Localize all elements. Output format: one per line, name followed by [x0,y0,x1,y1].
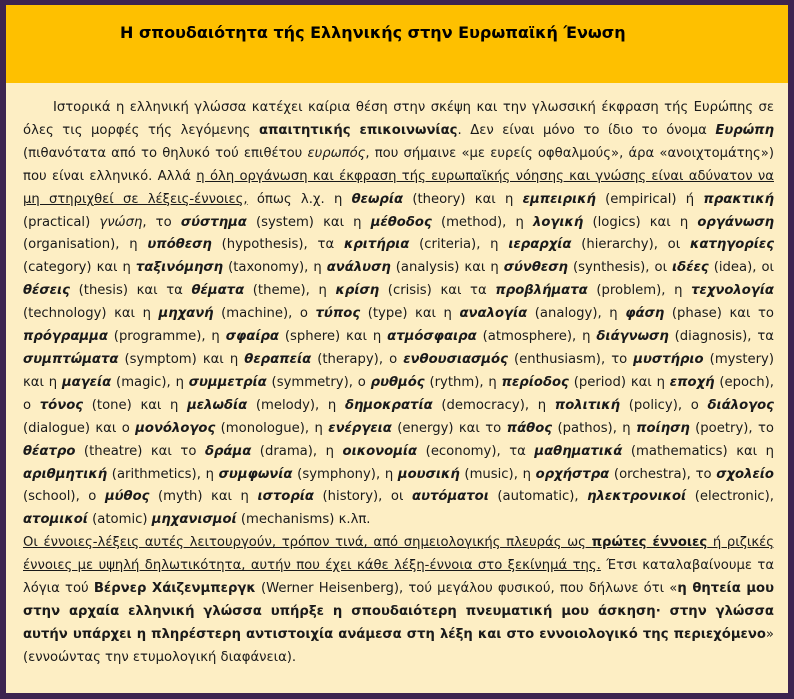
text-run: » (εννοώντας την ετυμολογική διαφάνεια). [23,626,774,665]
emphasized-term: Βέρνερ Χάιζενμπεργκ [93,581,256,597]
text-run: (orchestra), το [609,466,717,482]
emphasized-term: μύθος [104,489,150,505]
text-run: (logics) και η [583,214,698,230]
text-run: (technology) και η [23,306,159,322]
emphasized-term: πάθος [506,420,553,436]
text-run: (hypothesis), τα [211,237,344,253]
emphasized-term: ή ριζικές έννοιες με υψηλή δηλωτικότητα, αυτήν που έχει κάθε λέξη-έννοια στο ξεκίνημά της. [23,535,774,574]
paragraph-1 [23,97,774,532]
emphasized-term: τόνος [39,397,84,413]
text-run: (economy), τα [417,443,535,459]
emphasized-term: κρίση [335,283,380,299]
emphasized-term: διάλογος [707,397,774,413]
text-run: (synthesis), οι [567,260,673,276]
emphasized-term: αριθμητική [23,466,108,482]
emphasized-term: μηχανή [158,306,214,322]
text-run: Ιστορικά η ελληνική γλώσσα κατέχει καίρια θέση στην σκέψη και την γλωσσική έκφραση τής Ευρώπης σε όλες τις μορφές τής λεγόμενης [23,100,774,138]
emphasized-term: η θητεία μου στην αρχαία ελληνική γλώσσα υπήρξε η σπουδαιότερη πνευματική μου άσκηση· στην γλώσσα αυτήν υπάρχει η πληρέστερη αντιστοιχία ανάμεσα στη λέξη και στο εννοιολογικό της περιεχόμενο [23,581,775,642]
emphasized-term: συμφωνία [218,466,293,482]
emphasized-term: ατομικοί [23,512,88,528]
text-run: (myth) και η [149,489,258,505]
text-run: (enthusiasm), το [507,351,634,367]
emphasized-term: εποχή [669,374,715,390]
text-run: (theme), η [244,283,336,299]
text-run: (diagnosis), τα [668,329,774,345]
text-run: (symphony), η [292,466,398,482]
emphasized-term: προβλήματα [495,283,588,299]
text-run: (type) και η [360,306,460,322]
text-run: όπως λ.χ. η [247,191,352,207]
text-run: (melody), η [247,397,345,413]
emphasized-term: ποίηση [636,420,690,436]
text-run: , που σήμαινε «με ευρείς οφθαλμούς», άρα «ανοιχτομάτης») που είναι ελληνικό. Αλλά [23,145,774,184]
emphasized-term: οικονομία [342,443,418,459]
emphasized-term: ευρωπός [307,145,366,161]
emphasized-term: πολιτική [554,397,621,413]
text-run: , το [142,214,181,230]
emphasized-term: ενθουσιασμός [403,351,508,367]
emphasized-term: γνώση [99,214,143,230]
emphasized-term: σφαίρα [225,329,279,345]
text-run: (sphere) και η [279,329,388,345]
text-run: (poetry), το [689,420,774,436]
emphasized-term: διάγνωση [596,329,669,345]
text-run: (epoch), ο [23,374,774,413]
text-run: (hierarchy), οι [571,237,690,253]
emphasized-term: πρόγραμμα [23,329,108,345]
text-run: (Werner Heisenberg), τού μεγάλου φυσικού, που δήλωνε ότι « [255,581,678,597]
text-run: (machine), ο [213,306,316,322]
emphasized-term: Οι έννοιες-λέξεις αυτές λειτουργούν, τρόπον τινά, από σημειολογικής πλευράς ως [23,535,592,551]
text-run: (empirical) ή [595,191,704,207]
text-run: (mystery) και η [23,351,774,390]
emphasized-term: κατηγορίες [690,237,775,253]
text-run: (atmosphere), η [476,329,597,345]
text-run: (pathos), η [552,420,637,436]
text-run: (period) και η [568,374,670,390]
emphasized-term: θέατρο [23,443,76,459]
emphasized-term: υπόθεση [147,237,212,253]
emphasized-term: συμπτώματα [23,351,119,367]
text-run: (πιθανότατα από το θηλυκό τού επιθέτου [23,145,308,161]
text-run: (programme), η [107,329,226,345]
text-run: (system) και η [246,214,371,230]
text-run: (history), οι [313,489,413,505]
text-run: (energy) και το [391,420,507,436]
emphasized-term: ρυθμός [370,374,425,390]
emphasized-term: εμπειρική [522,191,596,207]
text-run: (mathematics) και η [622,443,775,459]
emphasized-term: θεραπεία [244,351,312,367]
text-run: (theory) και η [403,191,523,207]
text-run: (drama), η [251,443,343,459]
emphasized-term: τύπος [315,306,361,322]
article-body [23,97,774,670]
emphasized-term: μέθοδος [370,214,432,230]
emphasized-term: ταξινόμηση [135,260,224,276]
emphasized-term: φάση [625,306,665,322]
text-run: (automatic), [488,489,588,505]
text-run: (taxonomy), η [223,260,327,276]
emphasized-term: μονόλογος [135,420,216,436]
emphasized-term: περίοδος [501,374,569,390]
emphasized-term: σχολείο [716,466,774,482]
text-run: (problem), η [587,283,692,299]
text-run: (idea), οι [708,260,774,276]
emphasized-term: συμμετρία [188,374,267,390]
text-run: (theatre) και το [75,443,205,459]
text-run: (analogy), η [527,306,626,322]
emphasized-term: οργάνωση [697,214,774,230]
emphasized-term: μουσική [397,466,460,482]
emphasized-term: η όλη οργάνωση και έκφραση τής ευρωπαϊκής νόησης και γνώσης είναι αδύνατον να μη στηριχθεί σε λέξεις-έννοιες, [23,168,774,207]
emphasized-term: ηλεκτρονικοί [587,489,687,505]
emphasized-term: μαθηματικά [534,443,623,459]
text-run: (school), ο [23,489,105,505]
text-run: (category) και η [23,260,136,276]
emphasized-term: Ευρώπη [715,122,774,138]
emphasized-term: ενέργεια [328,420,392,436]
text-run: (music), η [459,466,536,482]
emphasized-term: σύστημα [180,214,247,230]
text-run: (organisation), η [23,237,148,253]
emphasized-term: ατμόσφαιρα [387,329,477,345]
text-run: (practical) [23,214,100,230]
text-run: (arithmetics), η [107,466,219,482]
emphasized-term: αναλογία [459,306,528,322]
emphasized-term: μαγεία [61,374,112,390]
emphasized-term: ανάλυση [326,260,391,276]
page-title: Η σπουδαιότητα τής Ελληνικής στην Ευρωπαϊκή Ένωση [120,23,626,42]
emphasized-term: σύνθεση [503,260,568,276]
title-banner [6,5,788,83]
text-run: (atomic) [87,512,152,528]
text-run: (analysis) και η [390,260,504,276]
emphasized-term: μηχανισμοί [151,512,237,528]
text-run: (crisis) και τα [379,283,496,299]
text-run: (criteria), η [409,237,509,253]
text-run: (tone) και η [83,397,188,413]
text-run: (symptom) και η [118,351,245,367]
emphasized-term: θέματα [191,283,245,299]
emphasized-term: ορχήστρα [535,466,610,482]
emphasized-term: πρακτική [703,191,775,207]
text-run: (democracy), η [432,397,555,413]
emphasized-term: απαιτητικής επικοινωνίας [258,122,458,138]
text-run: (phase) και το [664,306,774,322]
paragraph-2 [23,532,774,669]
emphasized-term: λογική [533,214,584,230]
page-frame [6,5,788,693]
emphasized-term: αυτόματοι [412,489,489,505]
text-run: (magic), η [111,374,189,390]
emphasized-term: δράμα [204,443,252,459]
text-run: (thesis) και τα [69,283,192,299]
text-run: . Δεν είναι μόνο το ίδιο το όνομα [457,122,716,138]
emphasized-term: ιεραρχία [508,237,572,253]
text-run: (mechanisms) κ.λπ. [236,512,371,528]
emphasized-term: πρώτες έννοιες [591,535,708,551]
emphasized-term: θέσεις [23,283,70,299]
emphasized-term: τεχνολογία [691,283,774,299]
emphasized-term: κριτήρια [343,237,410,253]
text-run: Έτσι καταλαβαίνουμε τα λόγια τού [23,558,775,597]
text-run: (rythm), η [424,374,502,390]
emphasized-term: δημοκρατία [344,397,433,413]
emphasized-term: ιστορία [257,489,314,505]
text-run: (therapy), ο [311,351,404,367]
emphasized-term: θεωρία [351,191,404,207]
text-run: (electronic), [686,489,775,505]
text-run: (symmetry), ο [266,374,371,390]
emphasized-term: μυστήριο [633,351,704,367]
text-run: (dialogue) και ο [23,420,136,436]
emphasized-term: ιδέες [672,260,709,276]
text-run: (monologue), η [215,420,329,436]
text-run: (policy), ο [620,397,708,413]
text-run: (method), η [431,214,533,230]
emphasized-term: μελωδία [187,397,248,413]
